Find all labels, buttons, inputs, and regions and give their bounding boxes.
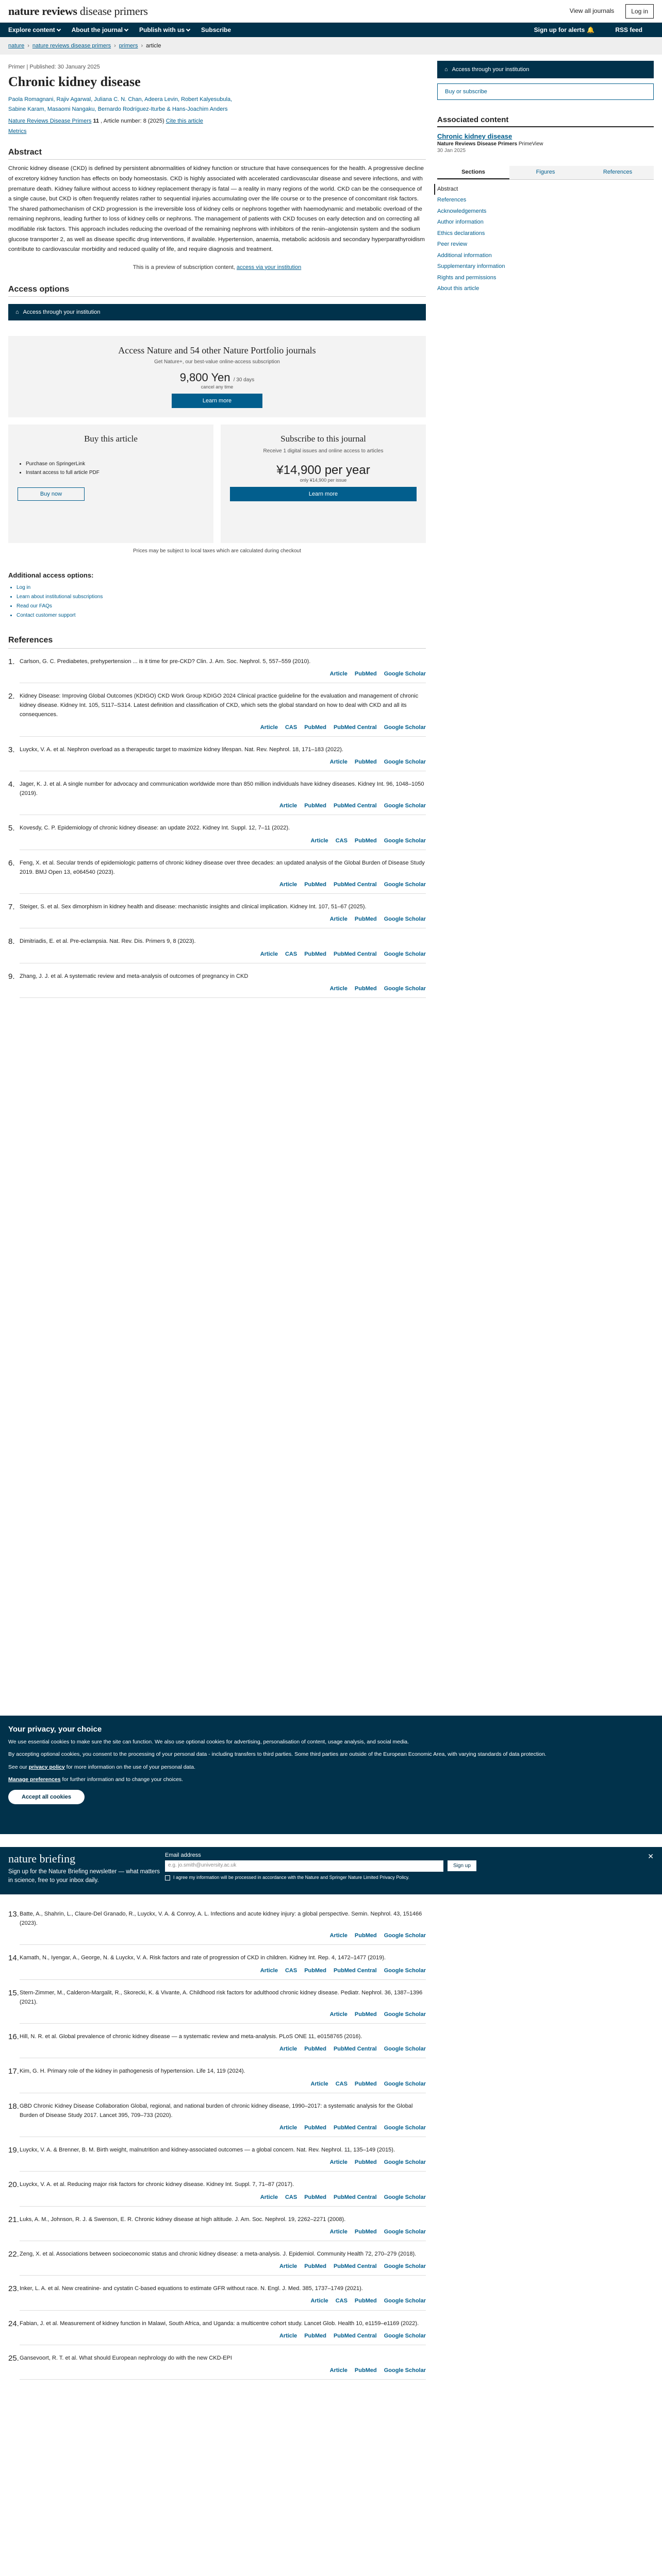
view-all-journals-link[interactable]: View all journals: [565, 4, 620, 19]
pubmed-link[interactable]: PubMed: [304, 2332, 326, 2339]
briefing-text: Sign up for the Nature Briefing newsletter — what matters in science, free to your inbox daily.: [8, 1869, 160, 1884]
associated-content-title[interactable]: Chronic kidney disease: [437, 132, 512, 140]
google-scholar-link[interactable]: Google Scholar: [384, 2124, 426, 2131]
journal-logo[interactable]: [8, 5, 148, 18]
newsletter-form: [165, 1852, 536, 1880]
google-scholar-link[interactable]: Google Scholar: [384, 2298, 426, 2304]
associated-content-type: PrimeView: [518, 141, 543, 147]
accept-cookies-button[interactable]: Accept all cookies: [8, 1790, 85, 1804]
reference-links: [20, 2296, 426, 2310]
top-header: [0, 0, 662, 23]
nature-plus-price: [18, 371, 417, 384]
toc-item[interactable]: Supplementary information: [437, 263, 505, 270]
reference-number: 14.: [8, 1954, 19, 1963]
nature-plus-price-period: / 30 days: [233, 377, 255, 383]
reference-number: 1.: [8, 657, 15, 666]
bell-icon: 🔔: [587, 26, 595, 33]
article-link[interactable]: Article: [260, 2194, 278, 2200]
reference-number: 16.: [8, 2032, 19, 2042]
google-scholar-link[interactable]: Google Scholar: [384, 2046, 426, 2053]
pubmed-link[interactable]: PubMed: [354, 1933, 377, 1939]
logo-main: nature reviews: [8, 4, 77, 18]
nav-signup-alerts[interactable]: [534, 26, 595, 33]
reference-item: [8, 2249, 426, 2276]
article-link[interactable]: Article: [260, 724, 278, 731]
reference-item: [8, 902, 426, 928]
reference-number: 4.: [8, 779, 15, 789]
pubmed-central-link[interactable]: PubMed Central: [333, 2124, 377, 2131]
reference-text: Kamath, N., Iyengar, A., George, N. & Luyckx, V. A. Risk factors and rate of progression of CKD in children. Kidney Int. Rep. 4, 1472–1477 (2019).: [20, 1955, 386, 1961]
reference-number: 3.: [8, 745, 15, 754]
reference-links: [20, 2079, 426, 2093]
toc-item[interactable]: Acknowledgements: [437, 208, 487, 214]
reference-item: [8, 745, 426, 771]
sidebar-tabs: [437, 166, 654, 180]
nature-plus-subtitle: Get Nature+, our best-value online-access subscription: [154, 359, 280, 365]
preview-note: [8, 264, 426, 270]
article-meta: Primer | Published: 30 January 2025: [8, 64, 100, 70]
tab-sections[interactable]: Sections: [437, 166, 509, 179]
reference-item: [8, 2180, 426, 2206]
breadcrumb-item[interactable]: nature reviews disease primers: [32, 43, 111, 49]
google-scholar-link[interactable]: Google Scholar: [384, 2080, 426, 2087]
google-scholar-link[interactable]: Google Scholar: [384, 837, 426, 844]
article-link[interactable]: Article: [329, 985, 347, 992]
google-scholar-link[interactable]: Google Scholar: [384, 803, 426, 809]
google-scholar-link[interactable]: Google Scholar: [384, 758, 426, 765]
briefing-logo: nature briefing: [8, 1852, 76, 1865]
article-number: , Article number: 8 (2025): [101, 118, 164, 125]
google-scholar-link[interactable]: Google Scholar: [384, 2159, 426, 2166]
reference-item: [8, 691, 426, 737]
agree-text: I agree my information will be processed in accordance with the Nature and Springer Nature Limited Privacy Policy.: [173, 1875, 410, 1880]
article-link[interactable]: Article: [260, 1967, 278, 1974]
article-link[interactable]: Article: [260, 951, 278, 957]
google-scholar-link[interactable]: Google Scholar: [384, 1933, 426, 1939]
volume-number: 11: [93, 118, 100, 125]
reference-number: 18.: [8, 2102, 19, 2111]
reference-item: [8, 1909, 426, 1945]
abstract-heading: Abstract: [8, 148, 426, 160]
cookie-title: Your privacy, your choice: [8, 1725, 102, 1734]
buy-article-title: Buy this article: [84, 433, 138, 444]
access-institution-link[interactable]: access via your institution: [236, 264, 302, 270]
google-scholar-link[interactable]: Google Scholar: [384, 2367, 426, 2374]
access-institution-label: Access through your institution: [23, 309, 101, 315]
pubmed-link[interactable]: PubMed: [354, 2080, 377, 2087]
reference-number: 2.: [8, 692, 15, 701]
cas-link[interactable]: CAS: [335, 837, 347, 844]
toc-item[interactable]: Author information: [437, 219, 484, 226]
reference-item: [8, 1988, 426, 2024]
email-label: Email address: [165, 1852, 201, 1858]
privacy-policy-link[interactable]: privacy policy: [28, 1764, 65, 1770]
nature-plus-price-value: 9,800 Yen: [179, 370, 230, 384]
toc-item[interactable]: Additional information: [437, 252, 492, 259]
associated-content-journal: [437, 141, 654, 147]
pubmed-central-link[interactable]: PubMed Central: [333, 2263, 377, 2270]
additional-access: [8, 571, 426, 620]
pubmed-link[interactable]: PubMed: [304, 881, 326, 888]
sidebar-access-institution-button[interactable]: [437, 61, 654, 78]
institution-icon: ⌂: [444, 66, 448, 73]
agree-checkbox[interactable]: [165, 1875, 170, 1880]
reference-links: [20, 950, 426, 963]
article-link[interactable]: Article: [279, 881, 297, 888]
reference-number: 8.: [8, 937, 15, 946]
newsletter-banner: [0, 1847, 662, 1894]
buy-now-button[interactable]: Buy now: [18, 487, 85, 501]
breadcrumb-current: article: [146, 43, 161, 49]
nav-subscribe[interactable]: Subscribe: [201, 26, 231, 33]
reference-number: 5.: [8, 824, 15, 833]
reference-text: Kidney Disease: Improving Global Outcomes (KDIGO) CKD Work Group KDIGO 2024 Clinical practice guideline for the evaluation and management of chronic kidney disease. Kidney Int. 105, S117–S314. Latest definition and classification of CKD, which sets the global standard on how to deal with CKD and all its consequences.: [20, 693, 419, 718]
abstract-text: Chronic kidney disease (CKD) is defined by persistent abnormalities of kidney function or structure that have consequences for the health. A progressive decline of excretory kidney function has effects on body homeostasis. CKD is highly associated with accelerated cardiovascular disease and severe infections, and with premature death. Kidney failure without access to kidney replacement therapy is fatal — a reality in many regions of the world. CKD can be the consequence of a single cause, but CKD is often frequently relates rather to sequential injuries accumulating over the life course or to the presence of concomitant risk factors. The shared pathomechanism of CKD progression is the irreversible loss of kidney cells or nephrons together with haemodynamic and metabolic overload of the remaining nephrons, leading further to loss of kidney cells or nephrons. The management of patients with CKD focuses on early detection and on correcting all modifiable risk factors. This approach includes reducing the overload of the remaining nephrons with inhibitors of the renin–angiotensin system and the sodium glucose transporter 2, as well as disease specific drug interventions, if available. Hypertension, anaemia, metabolic acidosis and secondary hyperparathyroidism contribute to cardiovascular morbidity and reduced quality of life, and require diagnosis and treatment.: [8, 165, 425, 253]
journal-citation: [8, 118, 426, 124]
manage-preferences-link[interactable]: Manage preferences: [8, 1776, 61, 1783]
nav-explore-label: Explore content: [8, 26, 55, 33]
nav-rss[interactable]: RSS feed: [615, 26, 642, 33]
breadcrumb-item[interactable]: nature: [8, 43, 25, 49]
article-link[interactable]: Article: [329, 671, 347, 677]
cas-link[interactable]: CAS: [335, 2080, 347, 2087]
reference-item: [8, 2284, 426, 2310]
nav-explore[interactable]: [8, 26, 60, 33]
nav-about-label: About the journal: [71, 26, 123, 33]
article-link[interactable]: Article: [329, 916, 347, 923]
google-scholar-link[interactable]: Google Scholar: [384, 916, 426, 923]
google-scholar-link[interactable]: Google Scholar: [384, 951, 426, 957]
chevron-down-icon: [186, 27, 190, 31]
signup-alerts-label: Sign up for alerts: [534, 26, 585, 33]
reference-links: [20, 2331, 426, 2345]
associated-content-date: 30 Jan 2025: [437, 148, 466, 154]
metrics-link[interactable]: Metrics: [8, 128, 27, 135]
article-link[interactable]: Article: [279, 2046, 297, 2053]
access-institution-button[interactable]: [8, 304, 426, 320]
cookie-manage-post: for further information and to change your choices.: [60, 1776, 184, 1783]
pubmed-link[interactable]: PubMed: [354, 985, 377, 992]
subscribe-journal-title: Subscribe to this journal: [280, 433, 366, 444]
reference-item: [8, 2032, 426, 2058]
reference-text: GBD Chronic Kidney Disease Collaboration Global, regional, and national burden of chronic kidney disease, 1990–2017: a systematic analysis for the Global Burden of Disease Study 2017. Lancet 395, 709–733 (2020).: [20, 2103, 413, 2119]
reference-links: [20, 2193, 426, 2207]
pubmed-link[interactable]: PubMed: [354, 916, 377, 923]
nav-publish[interactable]: [139, 26, 190, 33]
reference-text: Carlson, G. C. Prediabetes, prehypertension ... is it time for pre-CKD? Clin. J. Am. Soc. Nephrol. 5, 557–559 (2010).: [20, 658, 311, 665]
toc-item[interactable]: Abstract: [434, 184, 654, 195]
section-toc: [437, 184, 654, 294]
pubmed-central-link[interactable]: PubMed Central: [333, 2046, 377, 2053]
reference-item: [8, 858, 426, 894]
associated-journal-name: Nature Reviews Disease Primers: [437, 141, 518, 147]
google-scholar-link[interactable]: Google Scholar: [384, 985, 426, 992]
pubmed-link[interactable]: PubMed: [304, 2263, 326, 2270]
article-link[interactable]: Article: [329, 2159, 347, 2166]
reference-number: 15.: [8, 1988, 19, 1997]
nature-plus-learn-more-button[interactable]: Learn more: [172, 394, 262, 408]
breadcrumb: [0, 37, 662, 55]
page-title: Chronic kidney disease: [8, 74, 141, 89]
buy-article-card: [8, 425, 213, 543]
reference-text: Inker, L. A. et al. New creatinine- and cystatin C-based equations to estimate GFR without race. N. Engl. J. Med. 385, 1737–1749 (2021).: [20, 2285, 363, 2292]
privacy-agree: [165, 1875, 536, 1880]
reference-item: [8, 1953, 426, 1979]
subscribe-learn-more-button[interactable]: Learn more: [230, 487, 417, 501]
reference-number: 6.: [8, 858, 15, 868]
nav-about[interactable]: [72, 26, 128, 33]
pubmed-link[interactable]: PubMed: [354, 2228, 377, 2235]
reference-number: 9.: [8, 972, 15, 981]
toc-item[interactable]: References: [437, 197, 467, 204]
reference-number: 7.: [8, 903, 15, 912]
reference-links: [20, 2123, 426, 2137]
additional-access-link[interactable]: • Contact customer support: [16, 611, 426, 620]
pubmed-link[interactable]: PubMed: [304, 2046, 326, 2053]
reference-links: [20, 836, 426, 850]
subscribe-price: ¥14,900 per year: [276, 463, 370, 477]
reference-item: [8, 779, 426, 815]
reference-links: [20, 914, 426, 928]
reference-text: Zeng, X. et al. Associations between socioeconomic status and chronic kidney disease: a meta-analysis. J. Epidemiol. Community Health 72, 270–279 (2018).: [20, 2250, 417, 2257]
author-line[interactable]: Sabine Karam, Masaomi Nangaku, Bernardo Rodríguez-Iturbe & Hans-Joachim Anders: [8, 106, 228, 112]
reference-number: 13.: [8, 1910, 19, 1919]
main-nav: [0, 23, 662, 37]
reference-text: Kovesdy, C. P. Epidemiology of chronic kidney disease: an update 2022. Kidney Int. Suppl. 12, 7–11 (2022).: [20, 825, 290, 832]
reference-number: 21.: [8, 2215, 19, 2224]
google-scholar-link[interactable]: Google Scholar: [384, 2263, 426, 2270]
cookie-text: [8, 1763, 654, 1771]
reference-text: Feng, X. et al. Secular trends of epidemiologic patterns of chronic kidney disease over three decades: an updated analysis of the Global Burden of Disease Study 2019. BMJ Open 13, e064540 (2023).: [20, 859, 425, 875]
pubmed-link[interactable]: PubMed: [304, 1967, 326, 1974]
pubmed-link[interactable]: PubMed: [354, 2298, 377, 2304]
reference-text: Stern-Zimmer, M., Calderon-Margalit, R., Skorecki, K. & Vivante, A. Childhood risk factors for adulthood chronic kidney disease. Pediatr. Nephrol. 36, 1387–1396 (2021).: [20, 1989, 423, 2005]
reference-list: [8, 657, 426, 998]
email-field[interactable]: e.g. jo.smith@university.ac.uk: [165, 1860, 443, 1872]
pubmed-link[interactable]: PubMed: [354, 671, 377, 677]
pubmed-link[interactable]: PubMed: [354, 758, 377, 765]
buy-feature-item: • Instant access to full article PDF: [26, 468, 204, 477]
reference-text: Batte, A., Shahrin, L., Claure-Del Granado, R., Luyckx, V. A. & Conroy, A. L. Infections and acute kidney injury: a global perspective. Semin. Nephrol. 43, 151466 (2023).: [20, 1911, 422, 1927]
google-scholar-link[interactable]: Google Scholar: [384, 2228, 426, 2235]
google-scholar-link[interactable]: Google Scholar: [384, 2332, 426, 2339]
subscribe-price-note: only ¥14,900 per issue: [300, 477, 347, 483]
pubmed-link[interactable]: PubMed: [354, 2159, 377, 2166]
reference-number: 24.: [8, 2319, 19, 2328]
close-icon[interactable]: ✕: [648, 1852, 654, 1860]
reference-number: 20.: [8, 2180, 19, 2190]
additional-access-link[interactable]: • Read our FAQs: [16, 602, 426, 611]
tax-note: Prices may be subject to local taxes which are calculated during checkout: [133, 548, 301, 554]
cookie-text: [8, 1775, 654, 1784]
breadcrumb-separator: ›: [27, 43, 29, 49]
article-link[interactable]: Article: [329, 758, 347, 765]
chevron-down-icon: [124, 27, 128, 31]
reference-links: [20, 801, 426, 815]
cookie-privacy-post: for more information on the use of your personal data.: [64, 1764, 196, 1770]
article-link[interactable]: Article: [329, 2367, 347, 2374]
reference-number: 17.: [8, 2067, 19, 2076]
breadcrumb-separator: ›: [141, 43, 143, 49]
reference-text: Zhang, J. J. et al. A systematic review and meta-analysis of outcomes of pregnancy in CKD: [20, 973, 249, 979]
pubmed-link[interactable]: PubMed: [304, 724, 326, 731]
reference-item: [8, 972, 426, 998]
references-heading: References: [8, 636, 426, 649]
reference-links: [20, 757, 426, 771]
institution-icon: ⌂: [15, 309, 19, 315]
article-link[interactable]: Article: [279, 803, 297, 809]
tab-references[interactable]: References: [582, 166, 654, 179]
reference-text: Gansevoort, R. T. et al. What should European nephrology do with the new CKD-EPI: [20, 2354, 232, 2361]
associated-content-heading: Associated content: [437, 115, 654, 127]
reference-text: Jager, K. J. et al. A single number for advocacy and communication worldwide more than 850 million individuals have kidney diseases. Kidney Int. 96, 1048–1050 (2019).: [20, 781, 424, 797]
pubmed-central-link[interactable]: PubMed Central: [333, 951, 377, 957]
author-list: [8, 95, 426, 114]
reference-links: [20, 2158, 426, 2172]
tab-figures[interactable]: Figures: [509, 166, 582, 179]
reference-links: [20, 2010, 426, 2024]
cas-link[interactable]: CAS: [285, 1967, 297, 1974]
pubmed-central-link[interactable]: PubMed Central: [333, 2194, 377, 2200]
reference-text: Steiger, S. et al. Sex dimorphism in kidney health and disease: mechanistic insights and clinical implication. Kidney Int. 107, 51–67 (2025).: [20, 904, 367, 910]
article-link[interactable]: Article: [279, 2263, 297, 2270]
reference-links: [20, 1931, 426, 1945]
journal-name-link[interactable]: Nature Reviews Disease Primers: [8, 118, 92, 125]
reference-number: 19.: [8, 2146, 19, 2155]
reference-text: Luyckx, V. A. et al. Nephron overload as a therapeutic target to maximize kidney lifespan. Nat. Rev. Nephrol. 18, 171–183 (2022).: [20, 746, 343, 753]
preview-note-text: This is a preview of subscription content,: [133, 264, 237, 270]
breadcrumb-separator: ›: [114, 43, 116, 49]
article-link[interactable]: Article: [279, 2332, 297, 2339]
reference-links: [20, 1966, 426, 1980]
pubmed-central-link[interactable]: PubMed Central: [333, 803, 377, 809]
logo-sub: disease primers: [79, 4, 148, 18]
additional-access-link[interactable]: • Log in: [16, 583, 426, 592]
reference-links: [20, 2366, 426, 2380]
article-link[interactable]: Article: [329, 2228, 347, 2235]
cas-link[interactable]: CAS: [285, 951, 297, 957]
pubmed-link[interactable]: PubMed: [304, 803, 326, 809]
reference-item: [8, 2319, 426, 2345]
google-scholar-link[interactable]: Google Scholar: [384, 1967, 426, 1974]
article-link[interactable]: Article: [329, 1933, 347, 1939]
reference-links: [20, 2262, 426, 2276]
access-options-heading: Access options: [8, 285, 426, 297]
pubmed-link[interactable]: PubMed: [354, 2011, 377, 2018]
toc-item[interactable]: Peer review: [437, 241, 468, 248]
reference-text: Luyckx, V. A. et al. Reducing major risk factors for chronic kidney disease. Kidney Int. Suppl. 7, 71–87 (2017).: [20, 2181, 294, 2188]
pubmed-link[interactable]: PubMed: [304, 951, 326, 957]
reference-links: [20, 2227, 426, 2241]
reference-item: [8, 937, 426, 963]
login-button[interactable]: Log in: [625, 4, 654, 19]
sidebar-access-label: Access through your institution: [452, 66, 529, 73]
toc-item[interactable]: About this article: [437, 285, 479, 292]
subscribe-journal-subtitle: Receive 1 digital issues and online access to articles: [263, 448, 384, 454]
cas-link[interactable]: CAS: [285, 724, 297, 731]
reference-item: [8, 2145, 426, 2172]
cookie-banner: [0, 1716, 662, 1834]
pubmed-link[interactable]: PubMed: [354, 2367, 377, 2374]
sidebar: [437, 57, 654, 294]
pubmed-central-link[interactable]: PubMed Central: [333, 1967, 377, 1974]
cas-link[interactable]: CAS: [335, 2298, 347, 2304]
cookie-text: By accepting optional cookies, you consent to the processing of your personal data - including transfers to third parties. Some third parties are outside of the European Economic Area, with varying standards of data protection.: [8, 1751, 547, 1758]
cite-this-article-link[interactable]: Cite this article: [166, 118, 203, 125]
sidebar-buy-subscribe-button[interactable]: Buy or subscribe: [437, 83, 654, 100]
nature-plus-title: Access Nature and 54 other Nature Portfolio journals: [118, 345, 316, 355]
reference-text: Kim, G. H. Primary role of the kidney in pathogenesis of hypertension. Life 14, 119 (2024).: [20, 2068, 245, 2075]
article-link[interactable]: Article: [310, 2080, 328, 2087]
breadcrumb-item[interactable]: primers: [119, 43, 138, 49]
article-link[interactable]: Article: [310, 2298, 328, 2304]
reference-links: [20, 880, 426, 894]
article-link[interactable]: Article: [279, 2124, 297, 2131]
pubmed-central-link[interactable]: PubMed Central: [333, 881, 377, 888]
google-scholar-link[interactable]: Google Scholar: [384, 2194, 426, 2200]
article-link[interactable]: Article: [310, 837, 328, 844]
toc-item[interactable]: Ethics declarations: [437, 230, 485, 236]
additional-access-heading: Additional access options:: [8, 571, 94, 579]
reference-number: 25.: [8, 2353, 19, 2363]
reference-item: [8, 2102, 426, 2137]
reference-links: [20, 669, 426, 683]
reference-text: Hill, N. R. et al. Global prevalence of chronic kidney disease — a systematic review and meta-analysis. PLoS ONE 11, e0158765 (2016).: [20, 2033, 362, 2040]
reference-item: [8, 2066, 426, 2093]
reference-item: [8, 2215, 426, 2241]
cas-link[interactable]: CAS: [285, 2194, 297, 2200]
pubmed-link[interactable]: PubMed: [304, 2124, 326, 2131]
nature-plus-box: [8, 336, 426, 417]
google-scholar-link[interactable]: Google Scholar: [384, 2011, 426, 2018]
signup-button[interactable]: Sign up: [448, 1860, 476, 1871]
article-main: [8, 57, 426, 998]
reference-text: Dimitriadis, E. et al. Pre-eclampsia. Nat. Rev. Dis. Primers 9, 8 (2023).: [20, 938, 196, 945]
google-scholar-link[interactable]: Google Scholar: [384, 671, 426, 677]
reference-text: Luks, A. M., Johnson, R. J. & Swenson, E. R. Chronic kidney disease at high altitude. J. Am. Soc. Nephrol. 19, 2262–2271 (2008).: [20, 2216, 346, 2223]
reference-number: 22.: [8, 2249, 19, 2259]
reference-links: [20, 723, 426, 737]
google-scholar-link[interactable]: Google Scholar: [384, 724, 426, 731]
nature-plus-price-note: cancel any time: [201, 384, 234, 389]
reference-item: [8, 823, 426, 850]
nav-publish-label: Publish with us: [139, 26, 185, 33]
subscribe-journal-card: [221, 425, 426, 543]
cookie-text: We use essential cookies to make sure the site can function. We also use optional cookies for advertising, personalisation of content, usage analysis, and social media.: [8, 1739, 409, 1745]
chevron-down-icon: [56, 27, 60, 31]
buy-feature-item: • Purchase on SpringerLink: [26, 460, 204, 468]
reference-list-continued: [8, 1901, 426, 2380]
additional-access-link[interactable]: • Learn about institutional subscriptions: [16, 592, 426, 602]
cookie-privacy-pre: See our: [8, 1764, 29, 1770]
author-line[interactable]: Paola Romagnani, Rajiv Agarwal, Juliana C. N. Chan, Adeera Levin, Robert Kalyesubula,: [8, 96, 233, 103]
article-link[interactable]: Article: [329, 2011, 347, 2018]
pubmed-central-link[interactable]: PubMed Central: [333, 724, 377, 731]
reference-item: [8, 657, 426, 683]
reference-number: 23.: [8, 2284, 19, 2294]
reference-links: [20, 2044, 426, 2058]
google-scholar-link[interactable]: Google Scholar: [384, 881, 426, 888]
reference-text: Fabian, J. et al. Measurement of kidney function in Malawi, South Africa, and Uganda: a multicentre cohort study. Lancet Glob. Health 10, e1159–e1169 (2022).: [20, 2320, 419, 2327]
reference-item: [8, 2353, 426, 2380]
pubmed-link[interactable]: PubMed: [354, 837, 377, 844]
reference-links: [20, 984, 426, 998]
toc-item[interactable]: Rights and permissions: [437, 274, 496, 281]
pubmed-link[interactable]: PubMed: [304, 2194, 326, 2200]
reference-text: Luyckx, V. A. & Brenner, B. M. Birth weight, malnutrition and kidney-associated outcomes — a global concern. Nat. Rev. Nephrol. 11, 135–149 (2015).: [20, 2147, 395, 2154]
pubmed-central-link[interactable]: PubMed Central: [333, 2332, 377, 2339]
